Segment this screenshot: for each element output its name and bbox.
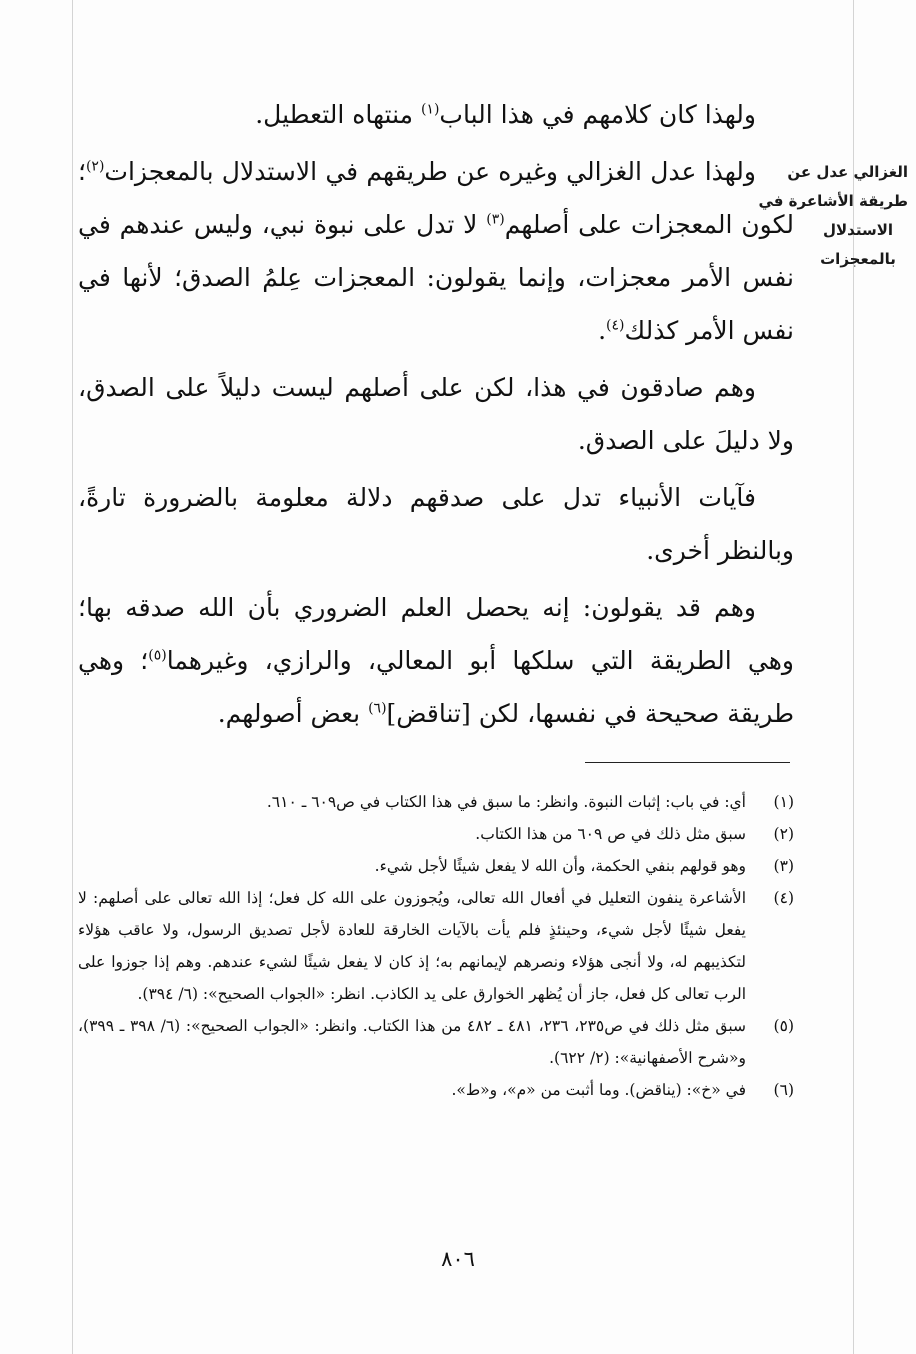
footnote-number: (٣) — [773, 857, 794, 875]
footnote — [78, 786, 794, 818]
footnote — [78, 850, 794, 882]
text-run: منتهاه التعطيل. — [255, 100, 421, 129]
margin-note — [758, 158, 908, 274]
margin-note-line: طريقة الأشاعرة في — [758, 192, 908, 210]
footnote — [78, 1074, 794, 1106]
paragraph — [78, 145, 794, 357]
footnote-text: في «خ»: (يناقض). وما أثبت من «م»، و«ط». — [451, 1081, 746, 1099]
footnote — [78, 882, 794, 1010]
text-run: لا تدل على نبوة نبي، وليس عندهم في نفس الأمر معجزات، وإنما يقولون: المعجزات عِلمُ الصدق؛ لأنها في نفس الأمر كذلك — [78, 210, 794, 345]
footnote-number: (٢) — [773, 825, 794, 843]
text-run: فآيات الأنبياء تدل على صدقهم دلالة معلومة بالضرورة تارةً، وبالنظر أخرى. — [78, 483, 794, 565]
footnote-ref[interactable]: (٦) — [368, 700, 387, 717]
main-text — [78, 88, 794, 744]
footnote-number: (٥) — [773, 1017, 794, 1035]
footnote-separator — [585, 762, 790, 763]
footnote-text: أي: في باب: إثبات النبوة. وانظر: ما سبق في هذا الكتاب في ص٦٠٩ ـ ٦١٠. — [266, 793, 746, 811]
footnote-text: سبق مثل ذلك في ص٢٣٥، ٢٣٦، ٤٨١ ـ ٤٨٢ من هذا الكتاب. وانظر: «الجواب الصحيح»: (٦/ ٣٩٨ ـ ٣٩٩)، و«شرح الأصفهانية»: (٢/ ٦٢٢). — [78, 1017, 746, 1067]
paragraph — [78, 361, 794, 467]
text-run: ؛ وهي طريقة صحيحة في نفسها، لكن [تناقض] — [78, 646, 794, 728]
text-run: ولهذا عدل الغزالي وغيره عن طريقهم في الاستدلال بالمعجزات — [104, 157, 756, 186]
page-number: ٨٠٦ — [441, 1247, 475, 1271]
footnote — [78, 818, 794, 850]
footnote-ref[interactable]: (١) — [420, 101, 440, 118]
footnote-number: (١) — [773, 793, 794, 811]
footnote-text: سبق مثل ذلك في ص ٦٠٩ من هذا الكتاب. — [475, 825, 746, 843]
scan-edge-left — [72, 0, 73, 1354]
paragraph — [78, 581, 794, 740]
text-run: وهم صادقون في هذا، لكن على أصلهم ليست دليلاً على الصدق، ولا دليلَ على الصدق. — [78, 373, 794, 455]
footnote-text: الأشاعرة ينفون التعليل في أفعال الله تعالى، ويُجوزون على الله كل فعل؛ إذا الله تعالى على أصلهم: لا يفعل شيئًا لأجل شيء، وحينئذٍ فلم يأت بالآيات الخارقة للعادة لأجل تصديق الرسول، ولا عاقب هؤلاء لتكذيبهم له، ولا أنجى هؤلاء ونصرهم لإيمانهم به؛ إذ كان لا يفعل شيئًا لشيء عندهم. وهم إذا جوزوا على الرب تعالى كل فعل، جاز أن يُظهر الخوارق على يد الكاذب. انظر: «الجواب الصحيح»: (٦/ ٣٩٤). — [78, 889, 746, 1003]
margin-note-line: بالمعجزات — [820, 250, 896, 268]
margin-note-line: الاستدلال — [822, 221, 894, 239]
paragraph — [78, 88, 794, 141]
footnote-number: (٤) — [773, 889, 794, 907]
margin-note-line: الغزالي عدل عن — [787, 163, 908, 181]
text-run: ؛ لكون المعجزات على أصلهم — [78, 157, 794, 239]
footnotes — [78, 786, 794, 1106]
footnote-text: وهو قولهم بنفي الحكمة، وأن الله لا يفعل شيئًا لأجل شيء. — [374, 857, 746, 875]
text-run: ولهذا كان كلامهم في هذا الباب — [439, 100, 756, 129]
paragraph — [78, 471, 794, 577]
text-run: . — [598, 316, 607, 345]
text-run: وهم قد يقولون: إنه يحصل العلم الضروري بأن الله صدقه بها؛ وهي الطريقة التي سلكها أبو المعالي، والرازي، وغيرهما — [78, 593, 794, 675]
footnote-ref[interactable]: (٣) — [486, 211, 505, 228]
text-run: بعض أصولهم. — [217, 699, 369, 728]
footnote-number: (٦) — [773, 1081, 794, 1099]
footnote-ref[interactable]: (٥) — [148, 647, 167, 664]
footnote — [78, 1010, 794, 1074]
footnote-ref[interactable]: (٤) — [606, 317, 625, 334]
footnote-ref[interactable]: (٢) — [85, 158, 105, 175]
